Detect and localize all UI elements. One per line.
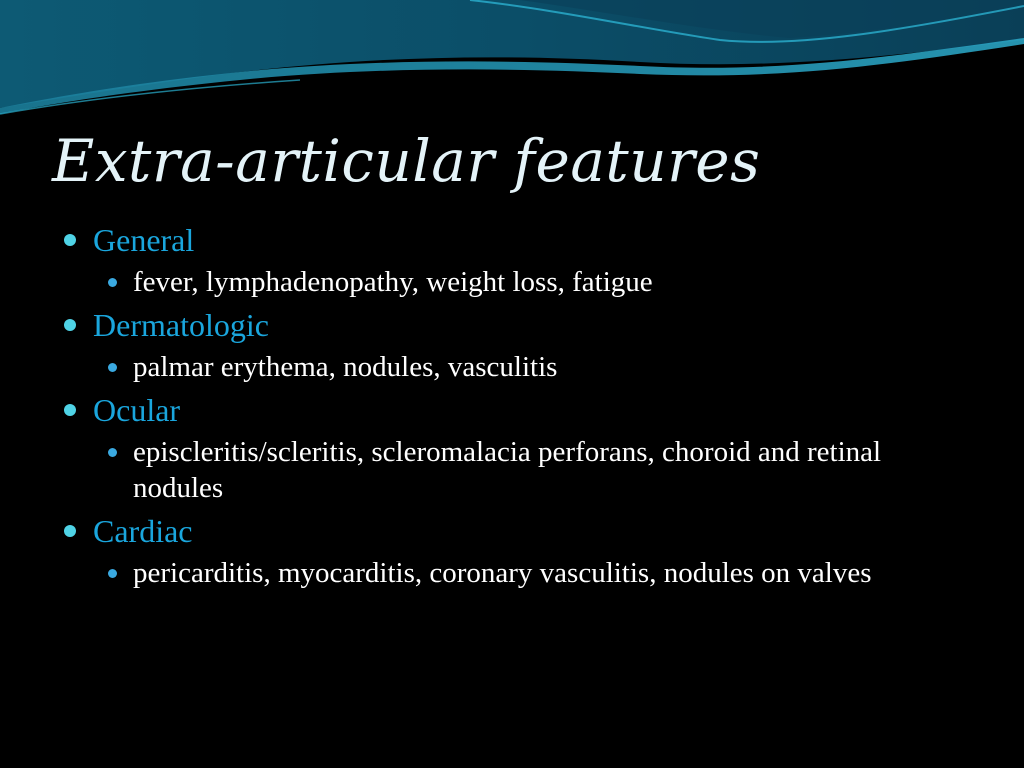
- detail-ocular: episcleritis/scleritis, scleromalacia perforans, choroid and retinal nodules: [133, 436, 882, 504]
- heading-dermatologic: Dermatologic: [93, 307, 269, 343]
- sub-bullet-ocular: [0, 434, 1000, 506]
- bullet-general: [0, 220, 1000, 260]
- heading-cardiac: Cardiac: [93, 513, 193, 549]
- bullet-dot-icon: [64, 525, 76, 537]
- bullet-dot-icon: [64, 404, 76, 416]
- bullet-cardiac: [0, 511, 1000, 551]
- sub-bullet-dermatologic: [0, 349, 1000, 385]
- sub-bullet-dot-icon: [108, 363, 117, 372]
- detail-general: fever, lymphadenopathy, weight loss, fatigue: [133, 266, 653, 298]
- bullet-dot-icon: [64, 234, 76, 246]
- sub-bullet-dot-icon: [108, 448, 117, 457]
- teal-wave-banner: [0, 0, 1024, 130]
- detail-dermatologic: palmar erythema, nodules, vasculitis: [133, 351, 558, 383]
- bullet-dot-icon: [64, 319, 76, 331]
- sub-bullet-general: [0, 264, 1000, 300]
- sub-bullet-dot-icon: [108, 569, 117, 578]
- bullet-list: [0, 220, 1000, 596]
- slide-title: Extra-articular features: [52, 127, 761, 195]
- sub-bullet-cardiac: [0, 555, 1000, 591]
- bullet-dermatologic: [0, 305, 1000, 345]
- sub-bullet-dot-icon: [108, 278, 117, 287]
- bullet-ocular: [0, 390, 1000, 430]
- heading-general: General: [93, 222, 195, 258]
- heading-ocular: Ocular: [93, 392, 181, 428]
- detail-cardiac: pericarditis, myocarditis, coronary vasculitis, nodules on valves: [133, 557, 872, 589]
